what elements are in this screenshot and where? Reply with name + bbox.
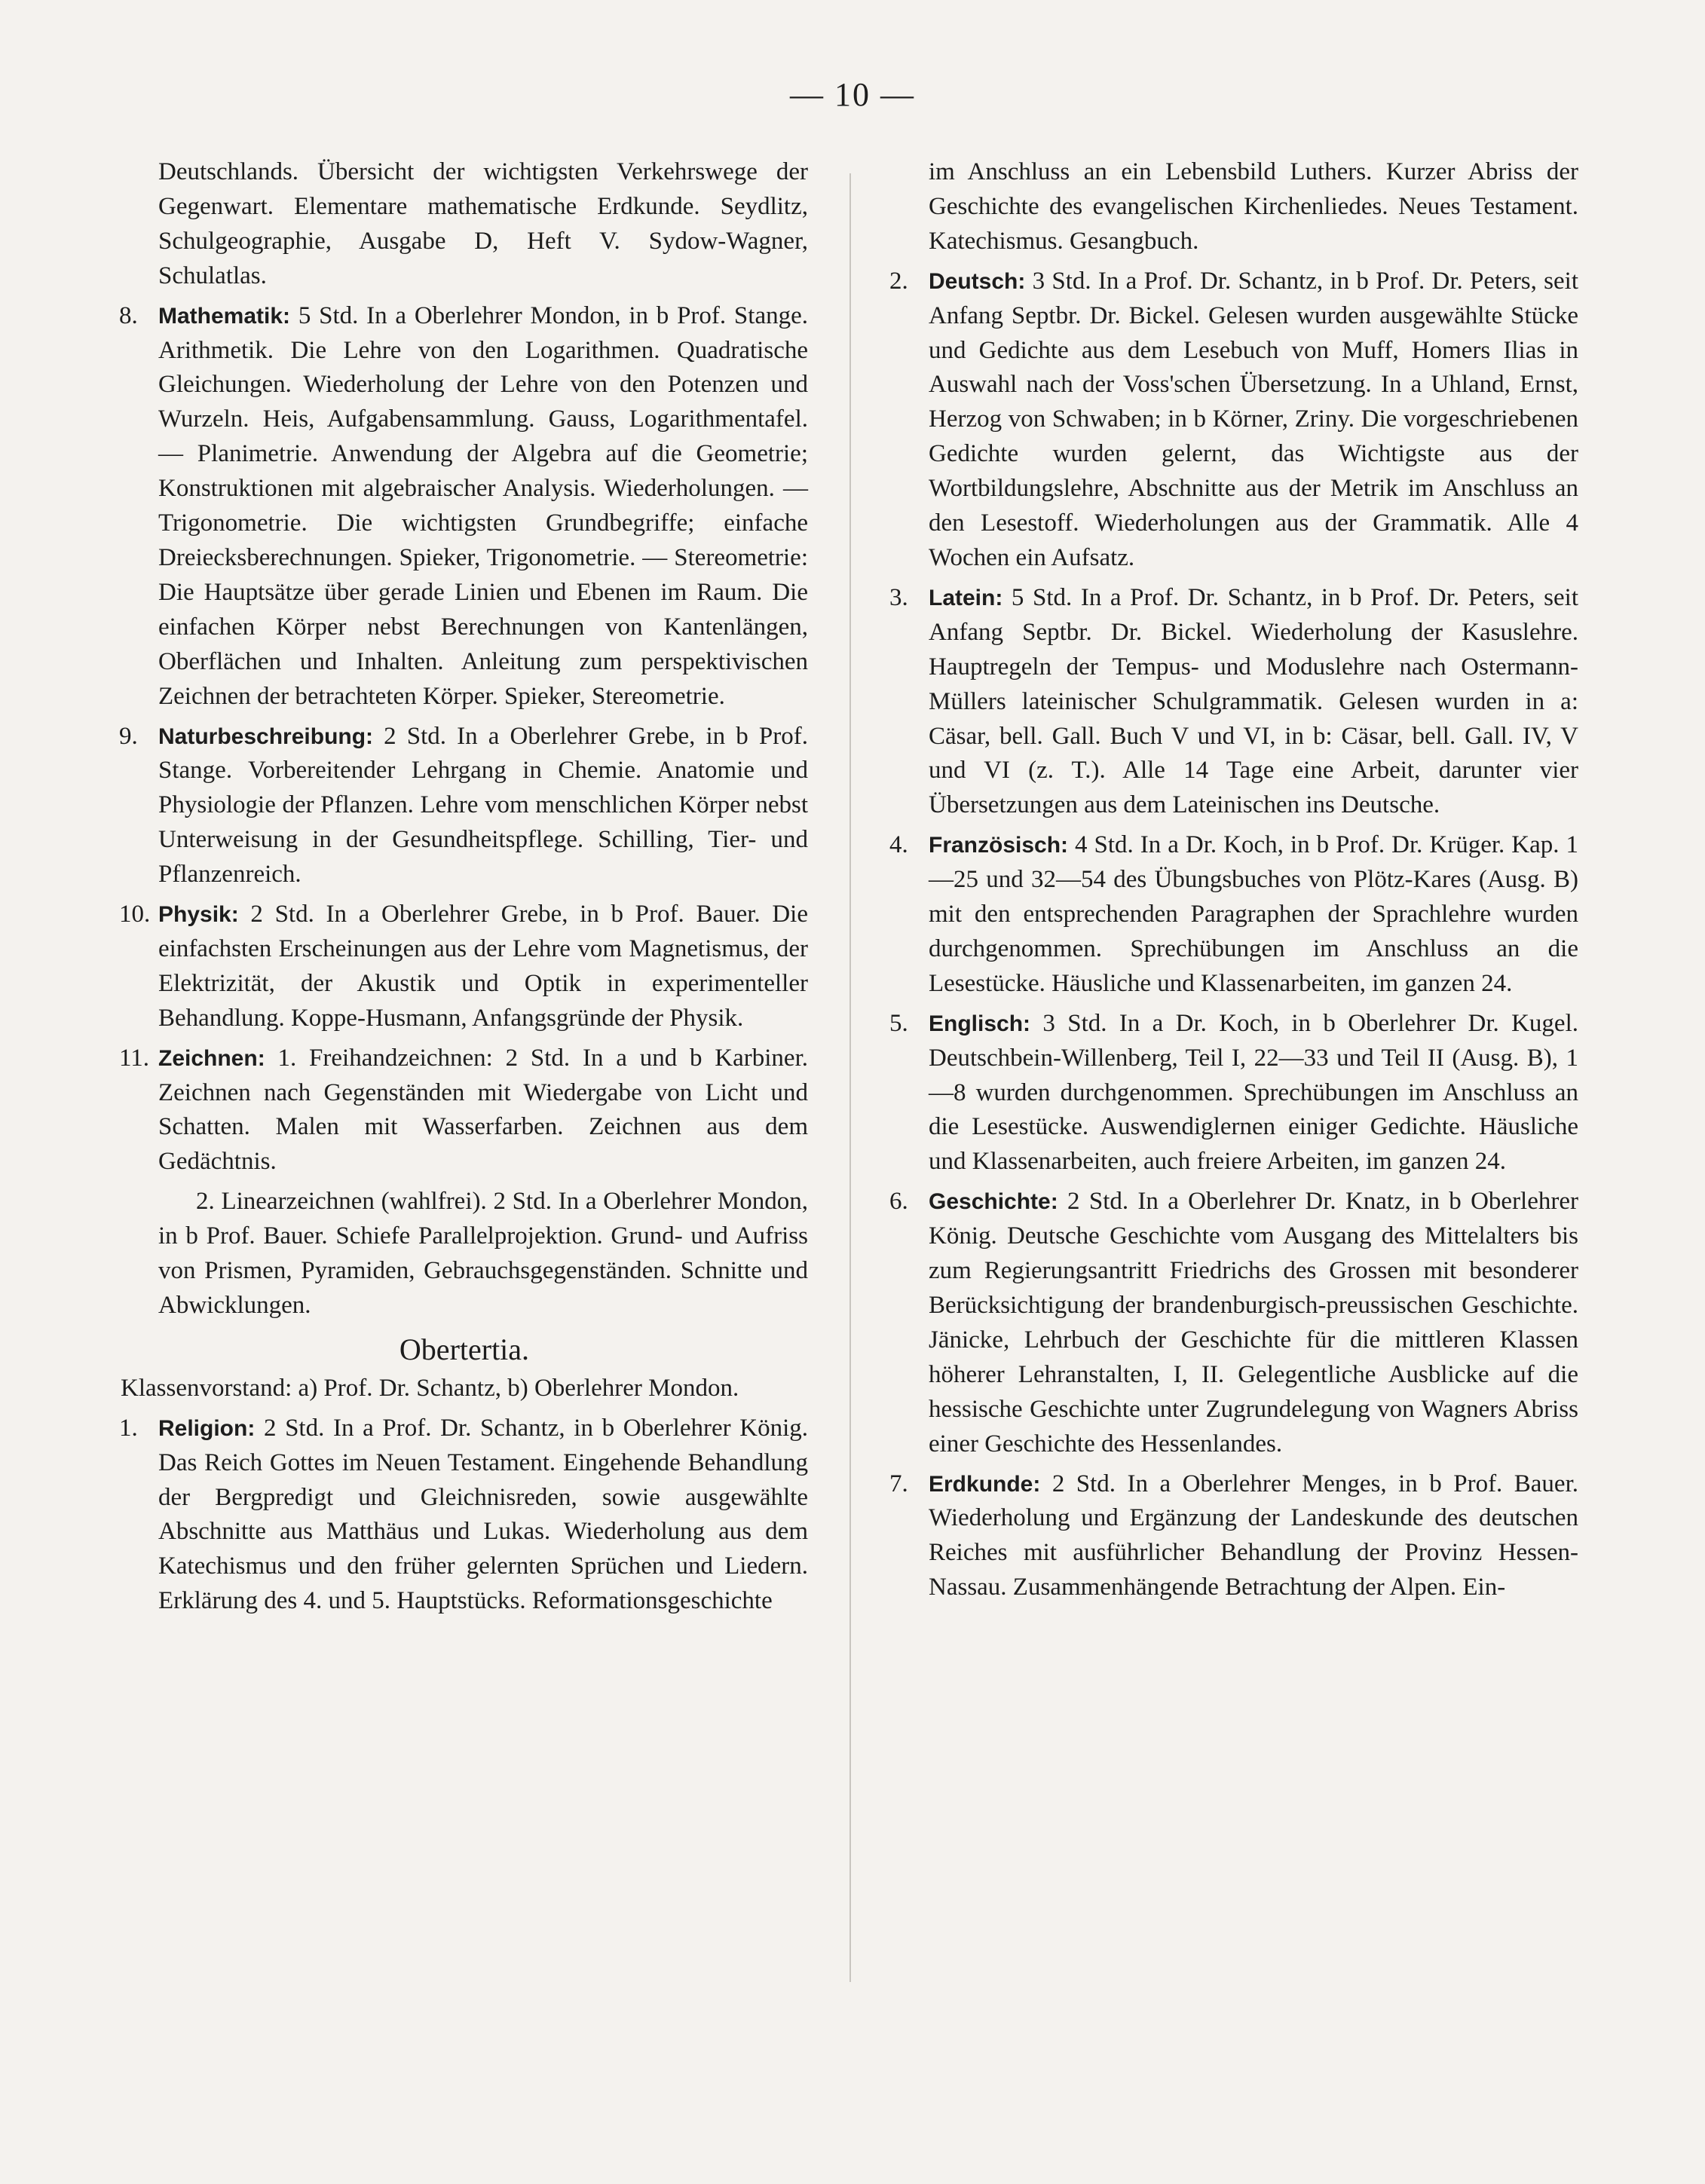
subject-religion	[121, 1412, 808, 1619]
column-divider	[849, 173, 851, 1982]
subject-title: Zeichnen:	[158, 1045, 265, 1071]
item-number: 2.	[889, 267, 908, 295]
right-column	[891, 155, 1578, 1610]
klassenvorstand: Klassenvorstand: a) Prof. Dr. Schantz, b) Oberlehrer Mondon.	[121, 1374, 739, 1402]
subject-title: Religion:	[158, 1415, 256, 1441]
section-heading: Obertertia.	[399, 1332, 530, 1366]
subject-deutsch	[891, 265, 1578, 576]
item-number: 3.	[889, 583, 908, 611]
subject-title: Englisch:	[929, 1011, 1031, 1036]
subject-physik	[121, 898, 808, 1036]
subject-mathematik	[121, 299, 808, 714]
subject-text: 5 Std. In a Prof. Dr. Schantz, in b Prof. Dr. Peters, seit Anfang Septbr. Dr. Bickel. Wiederholung der Kasuslehre. Hauptregeln der Tempus- und Moduslehre nach Ostermann-Müllers lateinischer Schulgrammatik. Gelesen wurden in a: Cäsar, bell. Gall. Buch V und VI, in b: Cäsar, bell. Gall. IV, V und VI (z. T.). Alle 14 Tage eine Arbeit, darunter vier Übersetzungen aus dem Lateinischen ins Deutsche.	[929, 583, 1578, 819]
subject-zeichnen	[121, 1042, 808, 1180]
item-number: 4.	[889, 831, 908, 859]
subject-text: 2 Std. In a Oberlehrer Dr. Knatz, in b Oberlehrer König. Deutsche Geschichte vom Ausgang des Mittelalters bis zum Regierungsantritt Friedrichs des Grossen mit besonderer Berücksichtigung der brandenburgisch-preussischen Geschichte. Jänicke, Lehrbuch der Geschichte für die mittleren Klassen höherer Lehranstalten, I, II. Gelegentliche Ausblicke auf die hessische Geschichte unter Zugrundelegung von Wagners Abriss einer Geschichte des Hessenlandes.	[929, 1188, 1578, 1458]
subject-geschichte	[891, 1185, 1578, 1461]
subject-title: Deutsch:	[929, 268, 1026, 294]
subject-title: Geschichte:	[929, 1189, 1058, 1215]
item-number: 5.	[889, 1009, 908, 1037]
subject-franzoesisch	[891, 828, 1578, 1002]
subject-text: 5 Std. In a Oberlehrer Mondon, in b Prof. Stange. Arithmetik. Die Lehre von den Logarithmen. Quadratische Gleichungen. Wiederholung der Lehre von den Potenzen und Wurzeln. Heis, Aufgabensammlung. Gauss, Logarithmentafel. — Planimetrie. Anwendung der Algebra auf die Geometrie; Konstruktionen mit algebraischer Analysis. Wiederholungen. — Trigonometrie. Die wichtigsten Grundbegriffe; einfache Dreiecksberechnungen. Spieker, Trigonometrie. — Stereometrie: Die Hauptsätze über gerade Linien und Ebenen im Raum. Die einfachen Körper nebst Berechnungen von Kantenlängen, Oberflächen und Inhalten. Anleitung zum perspektivischen Zeichnen der betrachteten Körper. Spieker, Stereometrie.	[158, 301, 808, 710]
subject-text: 2 Std. In a Oberlehrer Grebe, in b Prof. Bauer. Die einfachsten Erscheinungen aus der Lehre vom Magnetismus, der Elektrizität, der Akustik und Optik in experimenteller Behandlung. Koppe-Husmann, Anfangsgründe der Physik.	[158, 901, 808, 1032]
subject-text: 3 Std. In a Dr. Koch, in b Oberlehrer Dr. Kugel. Deutschbein-Willenberg, Teil I, 22—33 und Teil II (Ausg. B), 1—8 wurden durchgenommen. Sprechübungen im Anschluss an die Lesestücke. Auswendiglernen einiger Gedichte. Häusliche und Klassenarbeiten, auch freiere Arbeiten, im ganzen 24.	[929, 1009, 1578, 1176]
subject-title: Französisch:	[929, 833, 1069, 858]
item-number: 6.	[889, 1188, 908, 1216]
item-number: 9.	[119, 722, 138, 750]
item-number: 10.	[119, 901, 151, 928]
subject-title: Latein:	[929, 585, 1003, 610]
right-continuation-paragraph: im Anschluss an ein Lebensbild Luthers. Kurzer Abriss der Geschichte des evangelischen Kirchenliedes. Neues Testament. Katechismus. Gesangbuch.	[929, 158, 1578, 255]
subject-text: 1. Freihandzeichnen: 2 Std. In a und b Karbiner. Zeichnen nach Gegenständen mit Wiedergabe von Licht und Schatten. Malen mit Wasserfarben. Zeichnen aus dem Gedächtnis.	[158, 1044, 808, 1176]
item-number: 1.	[119, 1414, 138, 1442]
subject-text: 2 Std. In a Oberlehrer Grebe, in b Prof. Stange. Vorbereitender Lehrgang in Chemie. Anatomie und Physiologie der Pflanzen. Lehre vom menschlichen Körper nebst Unterweisung in der Gesundheitspflege. Schilling, Tier- und Pflanzenreich.	[158, 722, 808, 889]
subject-naturbeschreibung	[121, 720, 808, 893]
page-number: — 10 —	[790, 76, 915, 113]
item-number: 11.	[119, 1044, 150, 1072]
subject-title: Naturbeschreibung:	[158, 723, 374, 749]
subject-text: 3 Std. In a Prof. Dr. Schantz, in b Prof. Dr. Peters, seit Anfang Septbr. Dr. Bickel. Gelesen wurden ausgewählte Stücke und Gedichte aus dem Lesebuch von Muff, Homers Ilias in Auswahl nach der Voss'schen Übersetzung. In a Uhland, Ernst, Herzog von Schwaben; in b Körner, Zriny. Die vorgeschriebenen Gedichte wurden gelernt, das Wichtigste aus der Wortbildungslehre, Abschnitte aus der Metrik im Anschluss an den Lesestoff. Wiederholungen aus der Grammatik. Alle 4 Wochen ein Aufsatz.	[929, 267, 1578, 571]
subject-text: 4 Std. In a Dr. Koch, in b Prof. Dr. Krüger. Kap. 1—25 und 32—54 des Übungsbuches von Plötz-Kares (Ausg. B) mit den entsprechenden Paragraphen der Sprachlehre wurden durchgenommen. Sprechübungen im Anschluss an die Lesestücke. Häusliche und Klassenarbeiten, im ganzen 24.	[929, 831, 1578, 997]
subject-englisch	[891, 1007, 1578, 1180]
subject-text: 2 Std. In a Oberlehrer Menges, in b Prof. Bauer. Wiederholung und Ergänzung der Landeskunde des deutschen Reiches mit ausführlicher Behandlung der Provinz Hessen-Nassau. Zusammenhängende Betrachtung der Alpen. Ein-	[929, 1470, 1578, 1601]
subject-text: 2 Std. In a Prof. Dr. Schantz, in b Oberlehrer König. Das Reich Gottes im Neuen Testament. Eingehende Behandlung der Bergpredigt und Gleichnisreden, sowie ausgewählte Abschnitte aus Matthäus und Lukas. Wiederholung aus dem Katechismus und den früher gelernten Sprüchen und Liedern. Erklärung des 4. und 5. Hauptstücks. Reformationsgeschichte	[158, 1414, 808, 1615]
subject-title: Physik:	[158, 902, 239, 928]
left-continuation-paragraph: Deutschlands. Übersicht der wichtigsten Verkehrswege der Gegenwart. Elementare mathematische Erdkunde. Seydlitz, Schulgeographie, Ausgabe D, Heft V. Sydow-Wagner, Schulatlas.	[158, 158, 808, 289]
subject-erdkunde	[891, 1467, 1578, 1606]
zeichnen-linearzeichnen: 2. Linearzeichnen (wahlfrei). 2 Std. In a Oberlehrer Mondon, in b Prof. Bauer. Schiefe Parallelprojektion. Grund- und Aufriss von Prismen, Pyramiden, Gebrauchsgegenständen. Schnitte und Abwicklungen.	[158, 1188, 808, 1319]
subject-title: Mathematik:	[158, 303, 291, 329]
item-number: 7.	[889, 1470, 908, 1497]
item-number: 8.	[119, 301, 138, 329]
subject-latein	[891, 581, 1578, 823]
subject-title: Erdkunde:	[929, 1471, 1041, 1497]
left-column	[121, 155, 808, 1624]
